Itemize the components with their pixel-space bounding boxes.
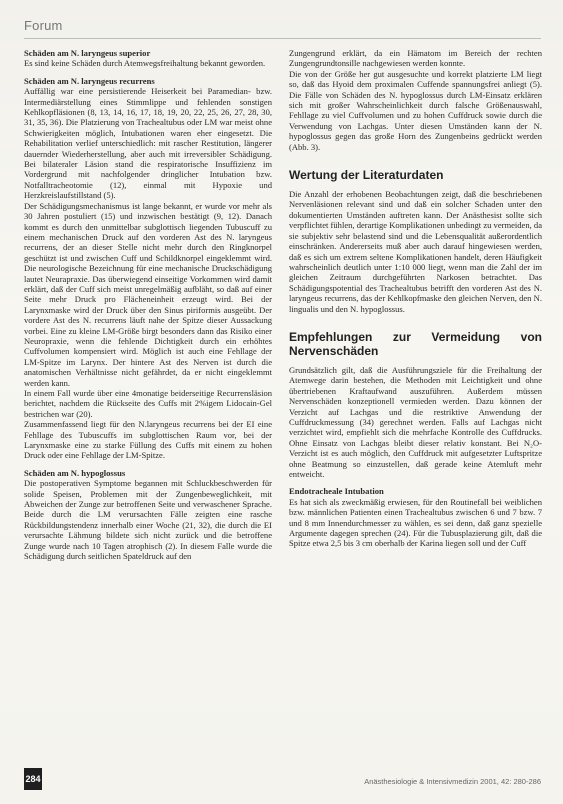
heading-wertung: Wertung der Literaturdaten [289,168,444,183]
paragraph: Die Anzahl der erhobenen Beobachtungen zeigt, daß die beschriebenen Nervenläsionen relevant sind und daß ein solcher Schaden unter den dokumentierten Umständen auftreten kann. Der Anästhesist sollte sich verpflichtet fühlen, derartige Komplikationen unbedingt zu vermeiden, da sie subjektiv sehr belastend sind und die Lebensqualität außerordentlich einschränken. Andererseits muß aber auch darauf hingewiesen werden, daß es sich um extrem seltene Komplikationen handelt, deren Häufigkeit wahrscheinlich deutlich unter 1:10 000 liegt, wenn man die Zahl der im gleichen Zeitraum durchgeführten Narkosen betrachtet. Das Schädigungspotential des Trachealtubus betrifft den vorderen Ast des N. laryngeus recurrens, das der Kehlkopfmaske den gleichen Nerven, den N. lingualis und den N. hypoglossus. [289,189,542,314]
paragraph: In einem Fall wurde über eine 4monatige beiderseitige Recurrensläsion berichtet, nachdem die Rückseite des Cuffs mit 2%igem Lidocain-Gel bestrichen war (20). [24,388,272,419]
paragraph: Zungengrund erklärt, da ein Hämatom im Bereich der rechten Zungengrundtonsille nachgewiesen werden konnte. [289,48,542,69]
right-column [289,48,542,549]
heading-laryngeus-recurrens: Schäden am N. laryngeus recurrens [24,75,155,86]
heading-endotracheale-intubation: Endotracheale Intubation [289,486,384,497]
left-column [24,48,272,562]
paragraph: Die postoperativen Symptome begannen mit Schluckbeschwerden für solide Speisen, Problemen mit der Zungenbeweglichkeit, mit Abweichen der Zunge zur betroffenen Seite und verwaschener Sprache. Beide durch die LM verursachten Fälle zeigten eine rasche Rückbildungstendenz innerhalb einer Woche (21, 32), die durch die EI verursachte Lähmung bildete sich nicht zurück und die betroffene Zunge wurde nach 10 Tagen atrophisch (2). In diesem Falle wurde die Schädigung durch seitlichen Spateldruck auf den [24,478,272,562]
heading-empfehlungen: Empfehlungen zur Vermeidung von Nervenschäden [289,329,542,358]
footer [24,764,541,790]
page-number: 284 [24,768,42,790]
header-rule [24,38,541,39]
heading-laryngeus-superior: Schäden am N. laryngeus superior [24,48,151,58]
journal-citation: Anästhesiologie & Intensivmedizin 2001, 42: 280-286 [364,777,541,786]
paragraph: Auffällig war eine persistierende Heiserkeit bei Paramedian- bzw. Intermediärstellung eines Stimmlippe und fehlenden sonstigen Kehlkopfläsionen (8, 13, 14, 16, 17, 18, 19, 20, 22, 25, 26, 27, 28, 30, 31, 35, 36). Die Platzierung von Trachealtubus oder LM war meist ohne Schwierigkeiten möglich, Intubationen waren eher eingesetzt. Die Rehabilitation verlief unterschiedlich: mit rascher Restitution, längerer dauernder Wiederherstellung, aber auch mit irreversibler Schädigung. Bei bilateraler Läsion stand die respiratorische Insuffizienz im Vordergrund mit nachfolgender dringlicher Intubation bzw. Notfalltracheotomie (12), einmal mit Hypoxie und Herzkreislaufstillstand (5). [24,86,272,201]
heading-hypoglossus: Schäden am N. hypoglossus [24,467,126,478]
paragraph: Es hat sich als zweckmäßig erwiesen, für den Routinefall bei weiblichen bzw. männlichen Patienten einen Trachealtubus zwischen 6 und 7 bzw. 7 und 8 mm Innendurchmesser zu wählen, es sei denn, daß ganz spezielle Argumente dagegen sprechen (24). Für die Tubusplazierung gilt, daß die Spitze etwa 2,5 bis 3 cm oberhalb der Karina liegen soll und der Cuff [289,496,542,549]
paragraph: Zusammenfassend liegt für den N.laryngeus recurrens bei der EI eine Fehllage des Tubuscuffs im subglottischen Raum vor, bei der Larynxmaske eine zu starke Füllung des Cuffs mit einem zu hohen Druck oder eine Fehllage der LM-Spitze. [24,419,272,461]
section-header: Forum [24,18,63,33]
paragraph: Die von der Größe her gut ausgesuchte und korrekt platzierte LM liegt so, daß das Hyoid dem proximalen Cuffende spannungsfrei anliegt (5). Die Fälle von Schäden des N. hypoglossus durch LM-Einsatz erklären sich mit großer Wahrscheinlichkeit durch falsche Größenauswahl, Fehllage zu viel Cuffvolumen und zu hohen Cuffdruck sowie durch die Verwendung von Lachgas. Unter diesen Umständen kann der N. hypoglossus gegen das große Horn des Zungenbeins gedrückt werden (Abb. 3). [289,68,542,152]
paragraph: Es sind keine Schäden durch Atemwegsfreihaltung bekannt geworden. [24,58,266,69]
paragraph: Grundsätzlich gilt, daß die Ausführungsziele für die Freihaltung der Atemwege darin bestehen, die Methoden mit Leichtigkeit und ohne übertriebenen Kraftaufwand auszuführen. Außerdem müssen Nervenschäden konzeptionell vermieden werden. Dazu können der Verzicht auf Lachgas und die restriktive Anwendung der Cuffdruckmessung (34) gerechnet werden. Falls auf Lachgas nicht verzichtet wird, empfiehlt sich die mehrfache Kontrolle des Cuffdrucks. Ohne Einsatz von Lachgas bleibt dieser relativ konstant. Bei N₂O-Verzicht ist es auch möglich, den Cuffdruck mit aufgesetzter Luftspritze ohne Beatmung so einzustellen, daß gerade keine Atemluft mehr entweicht. [289,364,542,479]
paragraph: Der Schädigungsmechanismus ist lange bekannt, er wurde vor mehr als 30 Jahren postuliert (15) und inzwischen bestätigt (9, 12). Danach kommt es durch den unmittelbar subglottisch liegenden Tubuscuff zu einem mechanischen Druck auf den vorderen Ast des N. laryngeus recurrens, der an dieser Stelle nicht mehr durch den Ringknorpel geschützt ist und zwischen Cuff und Schildknorpel eingeklemmt wird. Die neurologische Bezeichnung für eine mechanische Druckschädigung lautet Neurapraxie. Das überwiegend einseitige Vorkommen wird damit erklärt, daß der Cuff sich meist unregelmäßig aufbläht, so daß auf einer Seite mehr Druck pro Flächeneinheit erzeugt wird. Bei der Larynxmaske wird der Druck über den Sinus piriformis ausgeübt. Der vordere Ast des N. recurrens läuft nahe der Spitze dieser Aussackung vorbei. Eine zu kleine LM-Größe birgt besonders dann das Risiko einer Neuropraxie, wenn die fehlende Dichtigkeit durch ein erhöhtes Cuffvolumen kompensiert wird. Möglich ist auch eine Fehllage der LM-Spitze im Larynx. Der hintere Ast des Nerven ist durch die anatomischen Verhältnisse nicht gefährdet, da er nicht eingeklemmt werden kann. [24,200,272,388]
